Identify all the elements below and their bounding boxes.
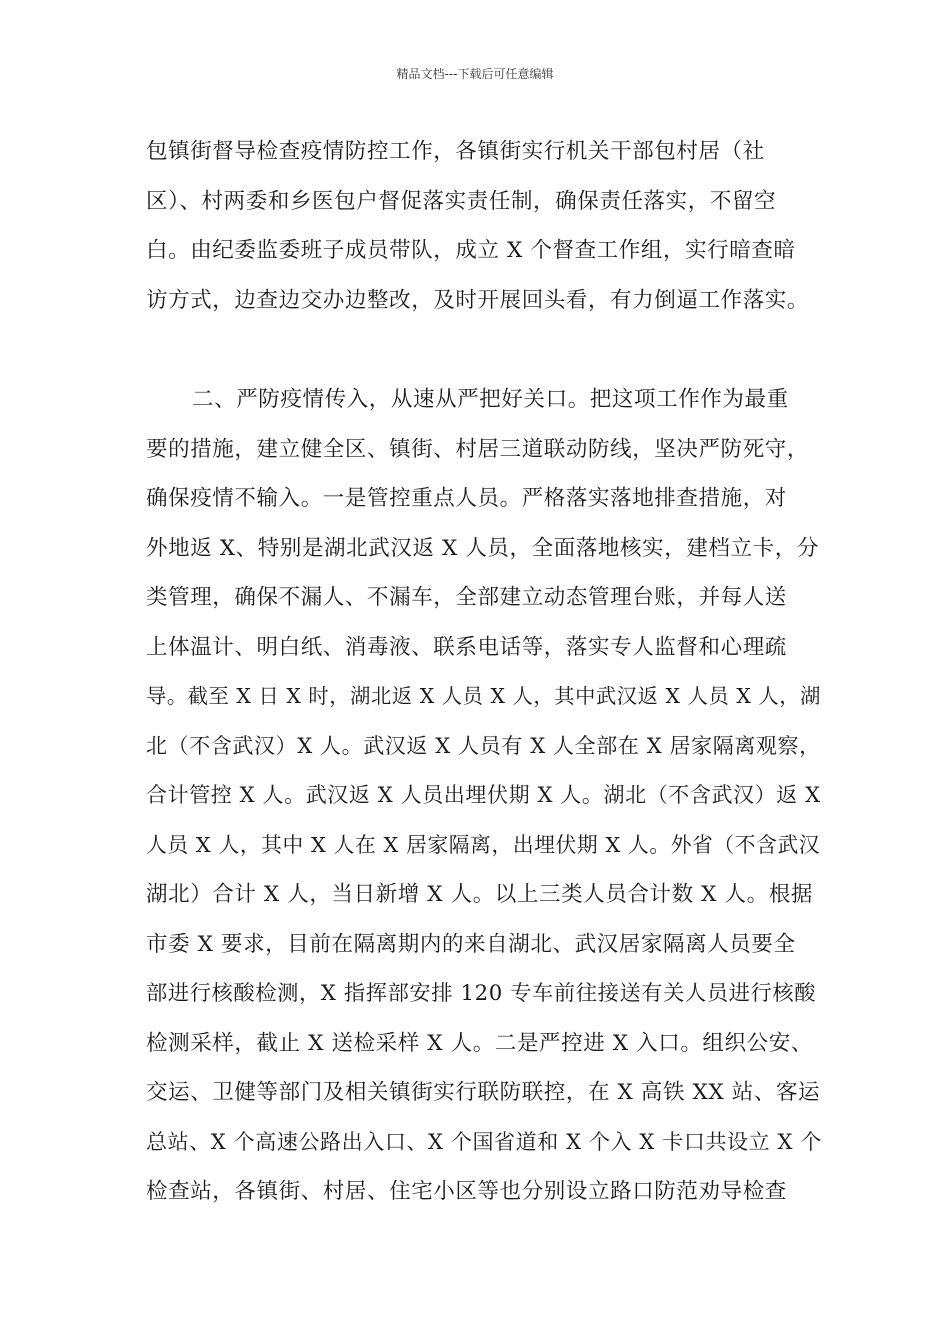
text-line: 交运、卫健等部门及相关镇街实行联防联控，在 X 高铁 XX 站、客运 [146,1080,821,1105]
text-line: 类管理，确保不漏人、不漏车，全部建立动态管理台账，并每人送 [146,585,787,610]
text-line: 包镇街督导检查疫情防控工作，各镇街实行机关干部包村居（社 [146,139,765,164]
text-line: 北（不含武汉）X 人。武汉返 X 人员有 X 人全部在 X 居家隔离观察， [146,733,821,758]
text-line: 市委 X 要求，目前在隔离期内的来自湖北、武汉居家隔离人员要全 [146,931,796,957]
text-line: 检查站，各镇街、村居、住宅小区等也分别设立路口防范劝导检查 [146,1179,787,1204]
text-line: 部进行核酸检测，X 指挥部安排 120 专车前往接送有关人员进行核酸 [146,981,817,1006]
text-line: 确保疫情不输入。一是管控重点人员。严格落实落地排查措施，对 [146,486,787,511]
text-line: 要的措施，建立健全区、镇街、村居三道联动防线，坚决严防死守， [146,436,810,462]
text-line: 白。由纪委监委班子成员带队，成立 X 个督查工作组，实行暗查暗 [146,238,796,263]
text-line: 上体温计、明白纸、消毒液、联系电话等，落实专人监督和心理疏 [146,634,787,660]
text-line: 合计管控 X 人。武汉返 X 人员出埋伏期 X 人。湖北（不含武汉）返 X [146,783,821,807]
paragraph-2 [146,375,822,1217]
text-line: 导。截至 X 日 X 时，湖北返 X 人员 X 人，其中武汉返 X 人员 X 人，湖 [146,684,821,708]
text-line: 区）、村两委和乡医包户督促落实责任制，确保责任落实，不留空 [146,188,777,214]
text-line: 人员 X 人，其中 X 人在 X 居家隔离，出埋伏期 X 人。外省（不含武汉 [146,832,821,857]
text-line: 总站、X 个高速公路出入口、X 个国省道和 X 个入 X 卡口共设立 X 个 [146,1129,822,1154]
text-line: 外地返 X、特别是湖北武汉返 X 人员，全面落地核实，建档立卡，分 [146,535,819,561]
text-line: 二、严防疫情传入，从速从严把好关口。把这项工作作为最重 [192,387,789,412]
text-line: 湖北）合计 X 人，当日新增 X 人。以上三类人员合计数 X 人。根据 [146,882,813,907]
text-line: 访方式，边查边交办边整改，及时开展回头看，有力倒逼工作落实。 [146,287,810,313]
paragraph-1 [146,127,822,325]
text-line: 检测采样，截止 X 送检采样 X 人。二是严控进 X 入口。组织公安、 [146,1030,813,1056]
page-header: 精品文档---下载后可任意编辑 [396,67,554,81]
